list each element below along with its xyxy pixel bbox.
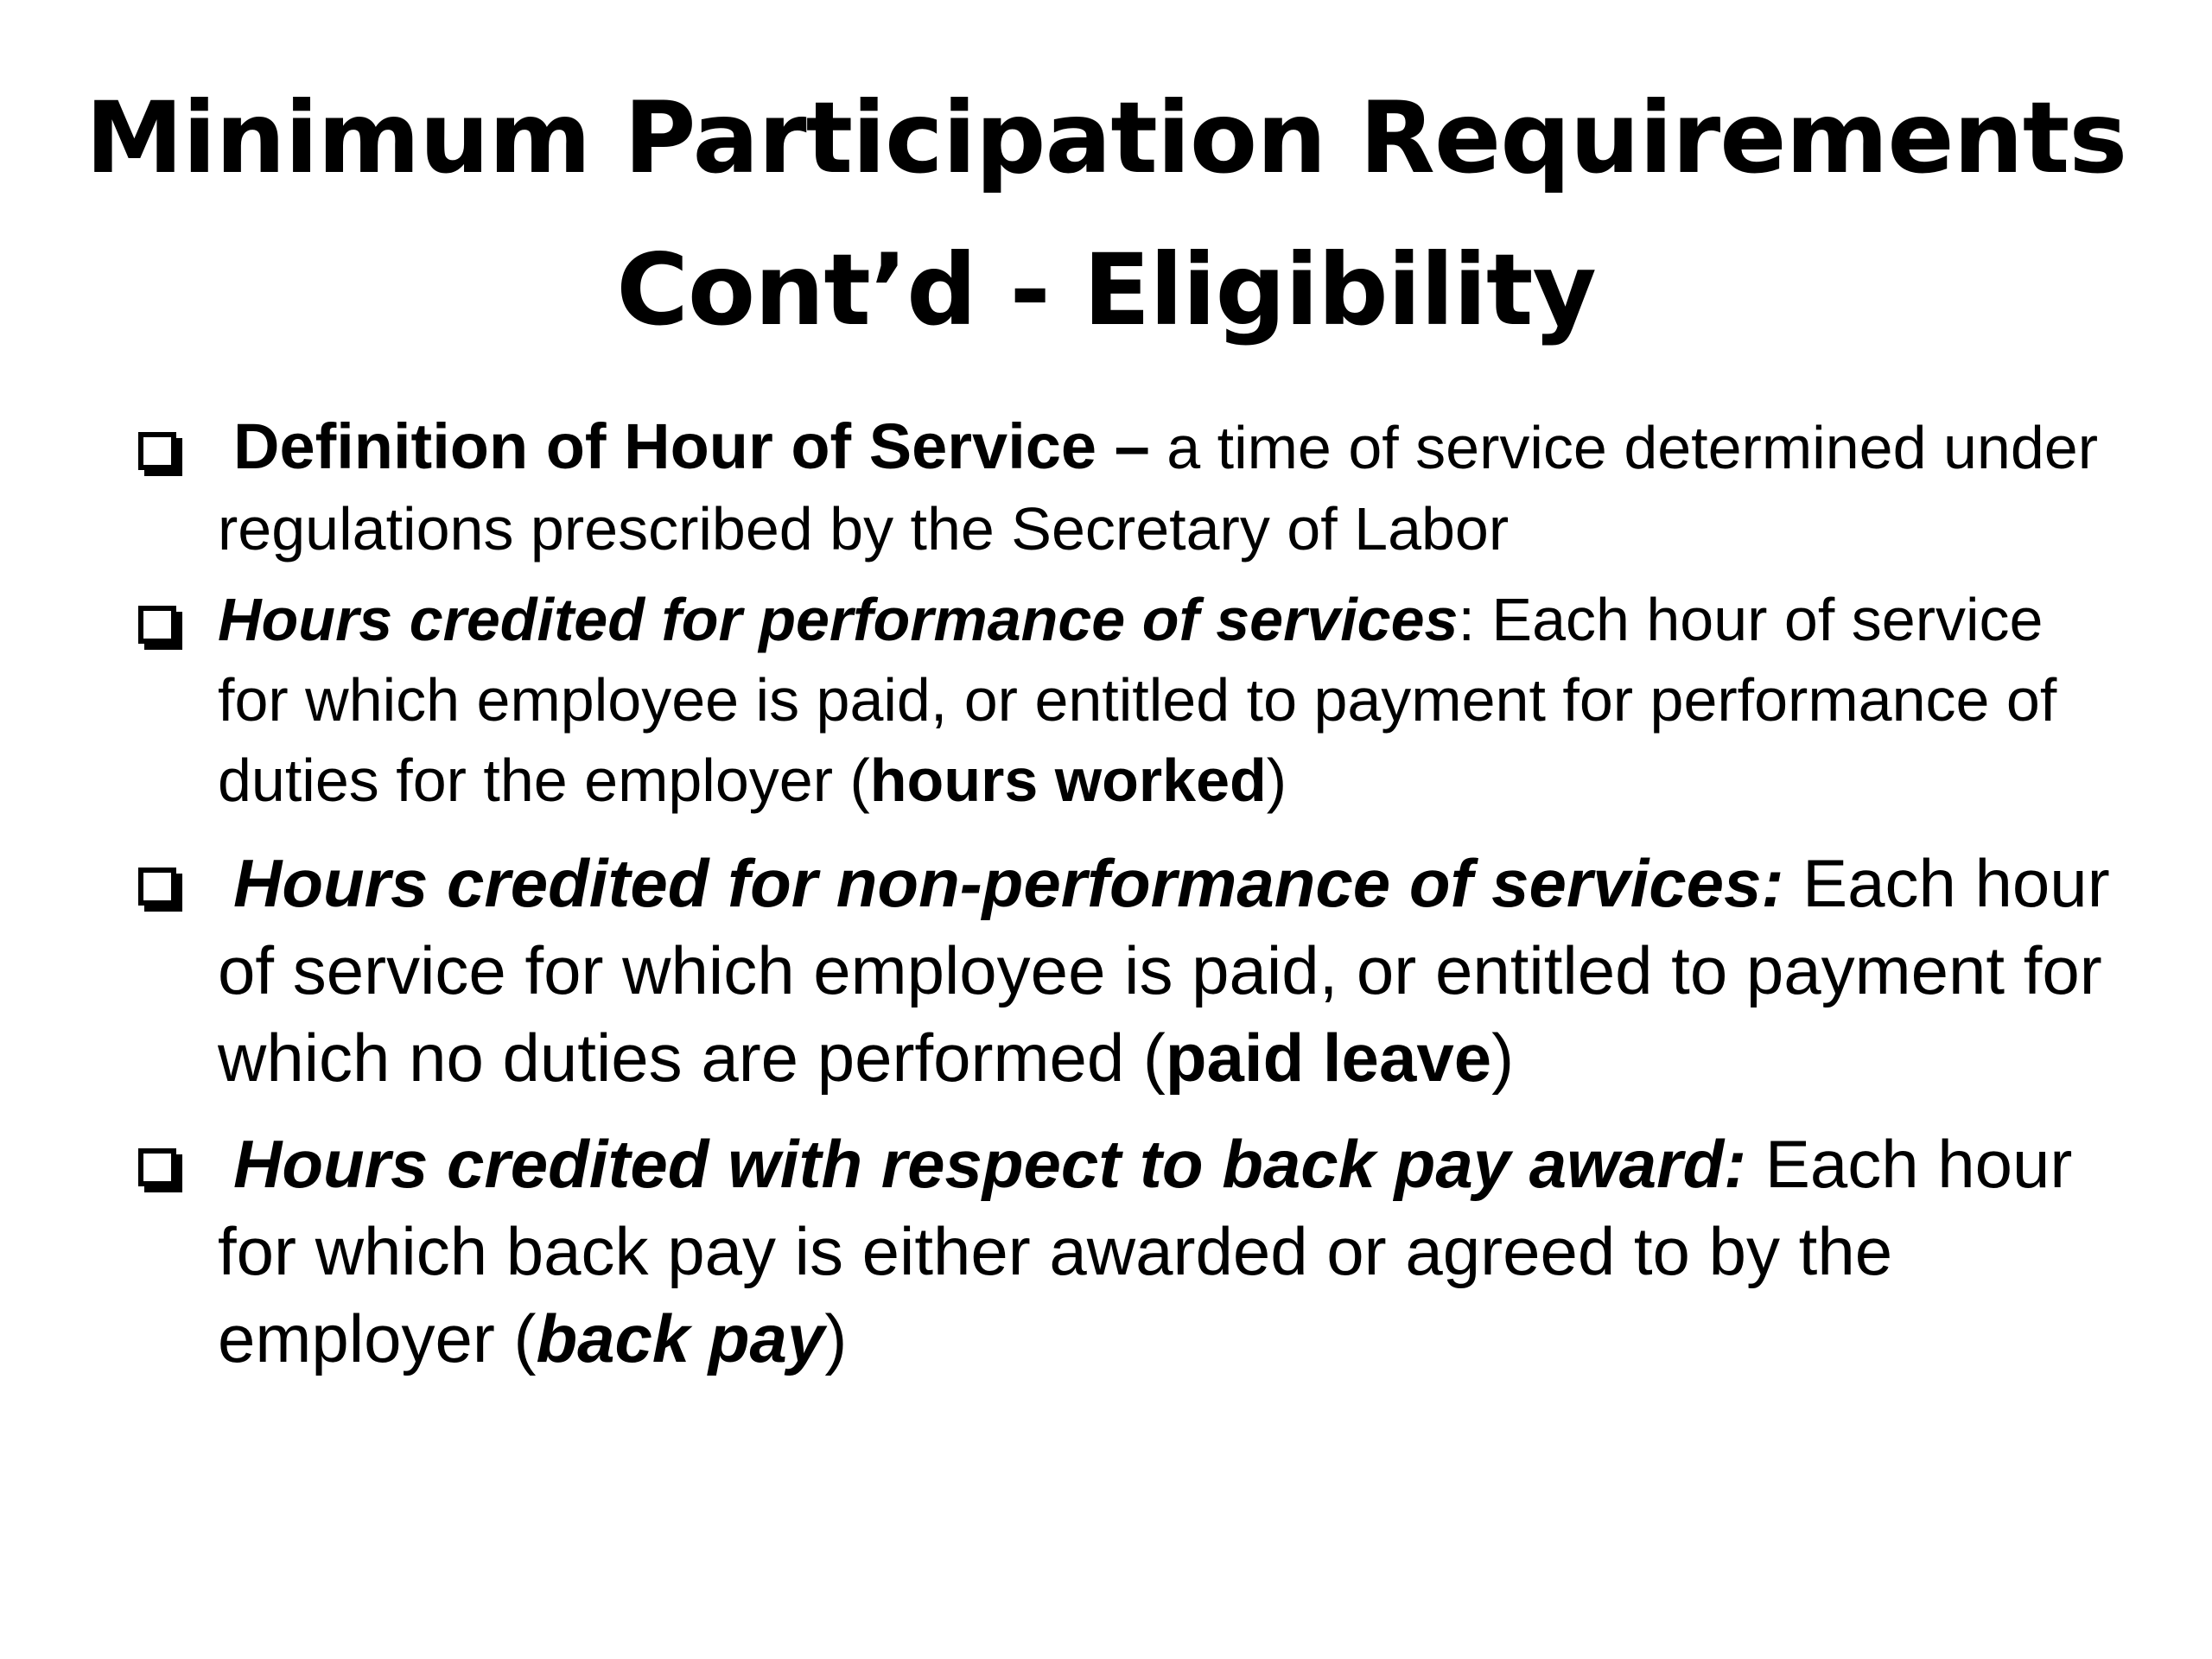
bullet-hour-of-service xyxy=(138,406,2126,569)
title-line-2: Cont’d - Eligibility xyxy=(616,232,1596,347)
bullet-text-end: ) xyxy=(1266,747,1287,814)
checkbox-bullet-icon xyxy=(138,1148,176,1186)
bullet-lead: Hours credited with respect to back pay award: xyxy=(233,1126,1747,1202)
checkbox-bullet-icon xyxy=(138,606,176,644)
bullet-lead: Definition of Hour of Service – xyxy=(233,410,1150,482)
bullet-text-end: ) xyxy=(824,1300,848,1376)
bullet-list xyxy=(138,406,2126,1382)
title-line-1: Minimum Participation Requirements xyxy=(85,80,2127,195)
checkbox-bullet-icon xyxy=(138,868,176,906)
checkbox-bullet-icon xyxy=(138,432,176,470)
bullet-back-pay xyxy=(138,1121,2126,1382)
bullet-lead: Hours credited for non-performance of services: xyxy=(233,845,1784,921)
bullet-text: : Each hour of service for which employee is paid, or entitled to payment for performance of duties for the employer ( xyxy=(218,586,2057,814)
bullet-emphasis: paid leave xyxy=(1165,1020,1492,1096)
bullet-emphasis: hours worked xyxy=(869,747,1267,814)
bullet-paid-leave xyxy=(138,840,2126,1102)
bullet-text: a time of service determined under regulations prescribed by the Secretary of Labor xyxy=(218,414,2098,563)
bullet-text: Each hour of service for which employee is paid, or entitled to payment for which no duties are performed ( xyxy=(218,845,2110,1096)
slide-title xyxy=(0,62,2212,366)
bullet-hours-worked xyxy=(138,580,2126,821)
bullet-text: Each hour for which back pay is either awarded or agreed to by the employer ( xyxy=(218,1126,2073,1376)
bullet-emphasis: back pay xyxy=(536,1300,825,1376)
bullet-text-end: ) xyxy=(1491,1020,1515,1096)
bullet-lead: Hours credited for performance of services xyxy=(218,586,1459,653)
